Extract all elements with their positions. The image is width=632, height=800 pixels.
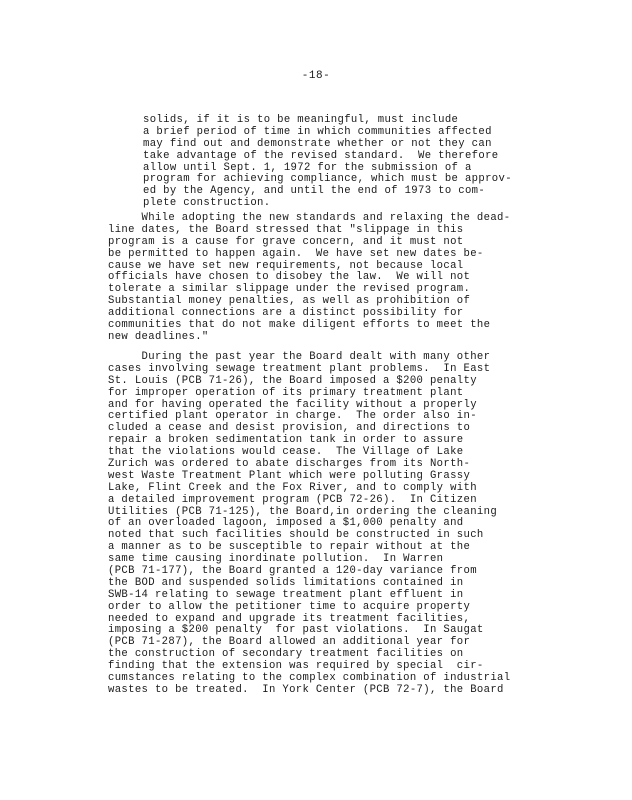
page-number: -18-	[301, 70, 331, 82]
text-line: cause we have set new requirements, not because local	[108, 259, 464, 272]
text-line: and for having operated the facility without a properly	[108, 398, 477, 411]
text-line: repair a broken sedimentation tank in order to assure	[108, 434, 464, 447]
text-line: same time causing inordinate pollution. In Warren	[108, 553, 444, 566]
text-line: Utilities (PCB 71-125), the Board,in ordering the cleaning	[108, 505, 498, 518]
text-line: of an overloaded lagoon, imposed a $1,000 penalty and	[108, 517, 464, 530]
text-line: program for achieving compliance, which must be approv-	[143, 173, 512, 186]
text-line: for improper operation of its primary treatment plant	[108, 386, 464, 399]
text-line: ed by the Agency, and until the end of 1973 to com-	[143, 185, 486, 198]
text-line: program is a cause for grave concern, and it must not	[108, 235, 464, 248]
text-line: finding that the extension was required by special cir-	[108, 660, 484, 673]
text-line: line dates, the Board stressed that "slippage in this	[108, 223, 464, 236]
text-line: wastes to be treated. In York Center (PCB 72-7), the Board	[108, 683, 504, 696]
text-line: communities that do not make diligent efforts to meet the	[108, 319, 491, 332]
text-line: be permitted to happen again. We have set new dates be-	[108, 247, 484, 260]
text-line: may find out and demonstrate whether or not they can	[143, 137, 492, 150]
text-line: certified plant operator in charge. The order also in-	[108, 410, 477, 423]
text-line: imposing a $200 penalty for past violations. In Saugat	[108, 624, 484, 637]
text-line: Substantial money penalties, as well as prohibition of	[108, 295, 471, 308]
text-line: plete construction.	[143, 197, 271, 210]
quoted-passage	[143, 115, 512, 210]
text-line: order to allow the petitioner time to acquire property	[108, 600, 471, 613]
text-line: west Waste Treatment Plant which were polluting Grassy	[108, 469, 471, 482]
text-line: new deadlines."	[108, 330, 209, 343]
text-line: tolerate a similar slippage under the revised program.	[108, 283, 471, 296]
text-line: the construction of secondary treatment facilities on	[108, 648, 464, 661]
text-line: cases involving sewage treatment plant problems. In East	[108, 362, 491, 375]
text-line: take advantage of the revised standard. We therefore	[143, 149, 499, 162]
text-line: noted that such facilities should be constructed in such	[108, 529, 484, 542]
text-line: a brief period of time in which communities affected	[143, 125, 492, 138]
text-line: cumstances relating to the complex combination of industrial	[108, 672, 511, 685]
text-line: (PCB 71-287), the Board allowed an additional year for	[108, 636, 471, 649]
text-line: St. Louis (PCB 71-26), the Board imposed a $200 penalty	[108, 374, 477, 387]
text-line: SWB-14 relating to sewage treatment plant effluent in	[108, 588, 464, 601]
paragraph-sewage-cases	[108, 352, 510, 697]
text-line: that the violations would cease. The Village of Lake	[108, 446, 464, 459]
text-line: additional connections are a distinct possibility for	[108, 307, 464, 320]
paragraph-deadlines	[108, 213, 510, 344]
text-line: a manner as to be susceptible to repair without at the	[108, 541, 471, 554]
text-line: cluded a cease and desist provision, and directions to	[108, 422, 471, 435]
text-line: (PCB 71-177), the Board granted a 120-day variance from	[108, 565, 477, 578]
text-line: Lake, Flint Creek and the Fox River, and to comply with	[108, 481, 477, 494]
text-line: During the past year the Board dealt with many other	[108, 351, 491, 363]
text-line: officials have chosen to disobey the law. We will not	[108, 271, 471, 284]
text-line: While adopting the new standards and relaxing the dead-	[108, 212, 511, 224]
text-line: solids, if it is to be meaningful, must include	[143, 114, 459, 126]
text-line: Zurich was ordered to abate discharges from its North-	[108, 458, 471, 471]
text-line: the BOD and suspended solids limitations contained in	[108, 576, 464, 589]
text-line: a detailed improvement program (PCB 72-26). In Citizen	[108, 493, 477, 506]
text-line: allow until Sept. 1, 1972 for the submission of a	[143, 161, 472, 174]
text-line: needed to expand and upgrade its treatment facilities,	[108, 612, 471, 625]
